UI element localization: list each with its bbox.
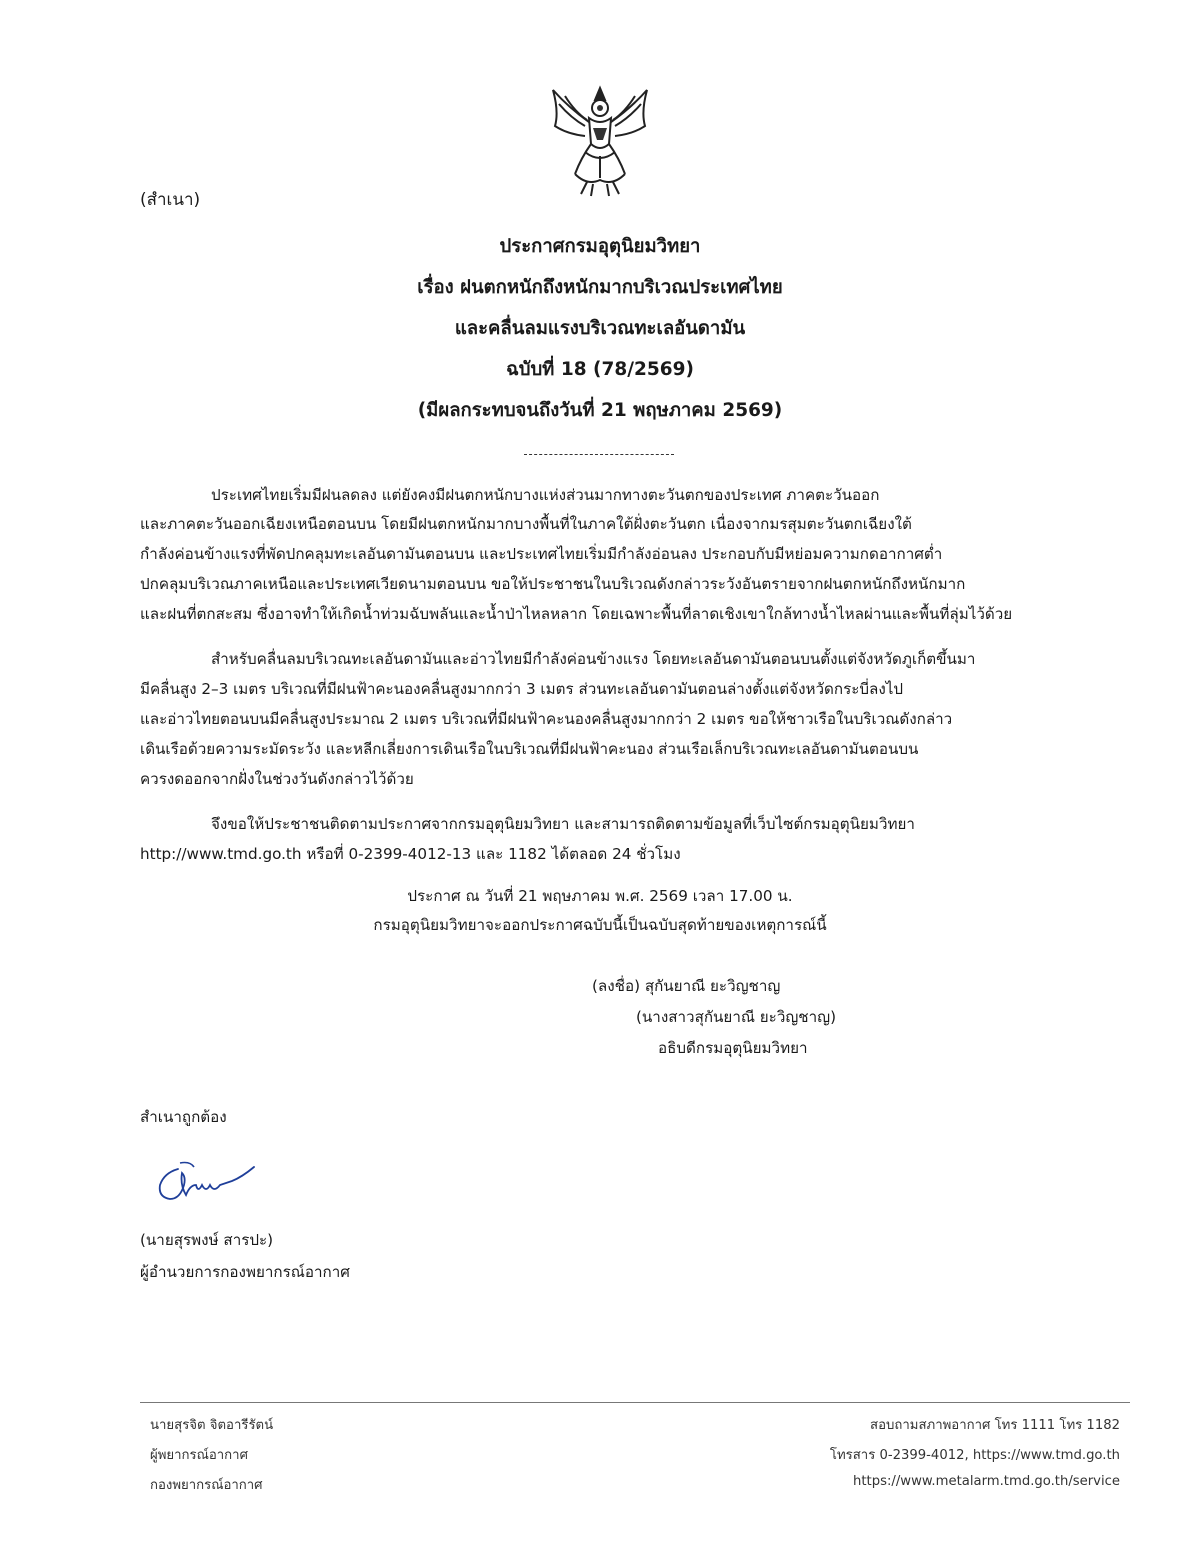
para2-line: และอ่าวไทยตอนบนมีคลื่นสูงประมาณ 2 เมตร บริเวณที่มีฝนฟ้าคะนองคลื่นสูงมากกว่า 2 เมตร ขอให้ชาวเรือในบริเวณดังกล่าว [140,710,953,728]
certified-label: สำเนาถูกต้อง [140,1108,227,1126]
para1-line: และภาคตะวันออกเฉียงเหนือตอนบน โดยมีฝนตกหนักมากบางพื้นที่ในภาคใต้ฝั่งตะวันตก เนื่องจากมรสุมตะวันตกเฉียงใต้ [140,515,912,533]
footer-forecaster-title: ผู้พยากรณ์อากาศ [150,1448,248,1463]
para1-line: และฝนที่ตกสะสม ซึ่งอาจทำให้เกิดน้ำท่วมฉับพลันและน้ำป่าไหลหลาก โดยเฉพาะพื้นที่ลาดเชิงเขาใกล้ทางน้ำไหลผ่านและพื้นที่ลุ่มไว้ด้วย [140,605,1013,623]
footer-fax-website: โทรสาร 0-2399-4012, https://www.tmd.go.th [829,1448,1120,1463]
effective-period: (มีผลกระทบจนถึงวันที่ 21 พฤษภาคม 2569) [417,400,783,421]
announce-date: ประกาศ ณ วันที่ 21 พฤษภาคม พ.ศ. 2569 เวลา 17.00 น. [407,887,793,905]
footer-metalarm-link: https://www.metalarm.tmd.go.th/service [853,1474,1120,1489]
para2-line: สำหรับคลื่นลมบริเวณทะเลอันดามันและอ่าวไทยมีกำลังค่อนข้างแรง โดยทะเลอันดามันตอนบนตั้งแต่จังหวัดภูเก็ตขึ้นมา [211,650,976,668]
footer-phone: สอบถามสภาพอากาศ โทร 1111 โทร 1182 [870,1418,1120,1433]
signatory-position: อธิบดีกรมอุตุนิยมวิทยา [658,1039,808,1057]
issue-number: ฉบับที่ 18 (78/2569) [506,359,694,380]
certifier-position: ผู้อำนวยการกองพยากรณ์อากาศ [140,1263,350,1281]
footer-forecaster-name: นายสุรจิต จิตอารีรัตน์ [150,1418,274,1433]
para3-line: http://www.tmd.go.th หรือที่ 0-2399-4012-13 และ 1182 ได้ตลอด 24 ชั่วโมง [140,845,681,863]
signed-line: (ลงชื่อ) สุกันยาณี ยะวิญชาญ [592,977,781,995]
announcement-title: ประกาศกรมอุตุนิยมวิทยา [499,236,701,257]
final-notice: กรมอุตุนิยมวิทยาจะออกประกาศฉบับนี้เป็นฉบับสุดท้ายของเหตุการณ์นี้ [373,916,827,934]
para2-line: ควรงดออกจากฝั่งในช่วงวันดังกล่าวไว้ด้วย [140,770,414,788]
garuda-emblem [545,82,655,200]
footer-division: กองพยากรณ์อากาศ [150,1478,263,1493]
para2-line: เดินเรือด้วยความระมัดระวัง และหลีกเลี่ยงการเดินเรือในบริเวณที่มีฝนฟ้าคะนอง ส่วนเรือเล็กบริเวณทะเลอันดามันตอนบน [140,740,919,758]
para3-line: จึงขอให้ประชาชนติดตามประกาศจากกรมอุตุนิยมวิทยา และสามารถติดตามข้อมูลที่เว็บไซต์กรมอุตุนิยมวิทยา [211,815,915,833]
title-divider [524,454,674,455]
para1-line: ปกคลุมบริเวณภาคเหนือและประเทศเวียดนามตอนบน ขอให้ประชาชนในบริเวณดังกล่าวระวังอันตรายจากฝนตกหนักถึงหนักมาก [140,575,966,593]
handwritten-signature [150,1155,265,1210]
copy-label: (สำเนา) [140,190,201,210]
subject-line-2: และคลื่นลมแรงบริเวณทะเลอันดามัน [454,318,746,339]
footer-divider [140,1402,1130,1403]
para1-line: ประเทศไทยเริ่มมีฝนลดลง แต่ยังคงมีฝนตกหนักบางแห่งส่วนมากทางตะวันตกของประเทศ ภาคตะวันออก [211,486,880,504]
para2-line: มีคลื่นสูง 2–3 เมตร บริเวณที่มีฝนฟ้าคะนองคลื่นสูงมากกว่า 3 เมตร ส่วนทะเลอันดามันตอนล่างตั้งแต่จังหวัดกระบี่ลงไป [140,680,904,698]
certifier-name: (นายสุรพงษ์ สารปะ) [140,1231,274,1249]
signatory-full-name: (นางสาวสุกันยาณี ยะวิญชาญ) [636,1008,836,1026]
para1-line: กำลังค่อนข้างแรงที่พัดปกคลุมทะเลอันดามันตอนบน และประเทศไทยเริ่มมีกำลังอ่อนลง ประกอบกับมีหย่อมความกดอากาศต่ำ [140,545,943,563]
subject-line-1: เรื่อง ฝนตกหนักถึงหนักมากบริเวณประเทศไทย [417,277,783,298]
